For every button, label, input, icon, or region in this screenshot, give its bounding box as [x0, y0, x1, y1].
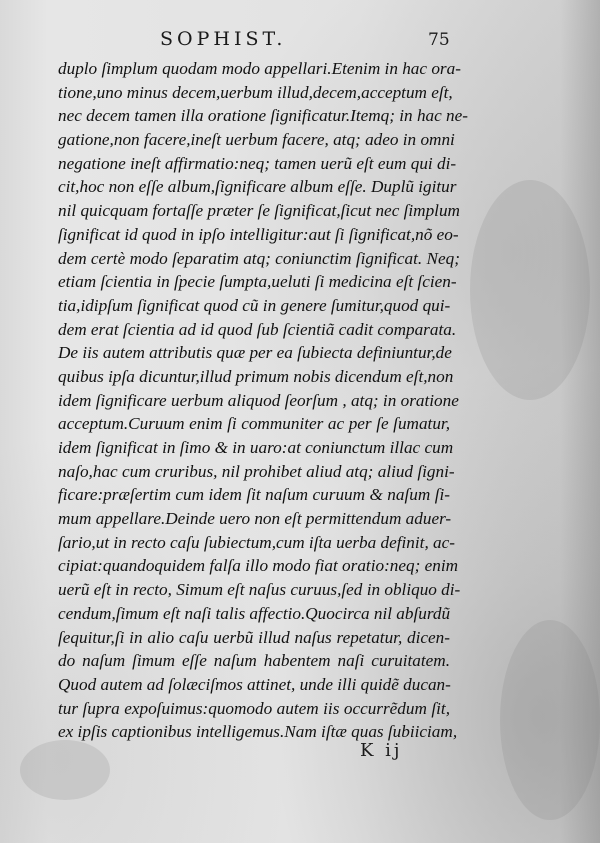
text-line: ex ipſis captionibus intelligemus.Nam iſtæ quas ſubiiciam,	[58, 722, 458, 742]
text-line: naſo,hac cum cruribus, nil prohibet aliud atq; aliud ſigni-	[58, 461, 455, 481]
text-line: idem ſignificare uerbum aliquod ſeorſum , atq; in oratione	[58, 390, 459, 410]
text-line: dem erat ſcientia ad id quod ſub ſcientiã cadit comparata.	[58, 319, 457, 339]
body-text	[58, 57, 469, 744]
signature-mark: K ij	[360, 740, 403, 761]
text-line: acceptum.Curuum enim ſi communiter ac per ſe ſumatur,	[58, 414, 450, 434]
text-line: negatione ineſt affirmatio:neq; tamen uerũ eſt eum qui di-	[58, 153, 457, 173]
text-line: cipiat:quandoquidem falſa illo modo fiat oratio:neq; enim	[58, 556, 459, 576]
text-line: ſequitur,ſi in alio caſu uerbũ illud naſus repetatur, dicen-	[58, 627, 450, 647]
text-line: etiam ſcientia in ſpecie ſumpta,ueluti ſi medicina eſt ſcien-	[58, 272, 457, 292]
text-line: tione,uno minus decem,uerbum illud,decem,acceptum eſt,	[58, 82, 453, 102]
text-line: uerũ eſt in recto, Simum eſt naſus curuus,ſed in obliquo di-	[58, 580, 461, 600]
text-line: Quod autem ad ſolæciſmos attinet, unde illi quidẽ ducan-	[58, 674, 451, 694]
text-line: ſignificat id quod in ipſo intelligitur:aut ſi ſignificat,nõ eo-	[58, 224, 459, 244]
text-line: nil quicquam fortaſſe præter ſe ſignificat,ſicut nec ſimplum	[58, 201, 460, 221]
paper-stain	[470, 180, 590, 400]
text-line: De iis autem attributis quæ per ea ſubiecta definiuntur,de	[58, 343, 452, 363]
text-line: cendum,ſimum eſt naſi talis affectio.Quocirca nil abſurdũ	[58, 603, 451, 623]
text-line: idem ſignificat in ſimo & in uaro:at coniunctum illac cum	[58, 438, 454, 457]
header-title: SOPHIST.	[160, 28, 287, 50]
text-line: tur ſupra expoſuimus:quomodo autem iis occurrẽdum ſit,	[58, 698, 450, 718]
text-line: dem certè modo ſeparatim atq; coniunctim ſignificat. Neq;	[58, 248, 460, 268]
text-line: cit,hoc non eſſe album,ſignificare album eſſe. Duplũ igitur	[58, 177, 457, 197]
text-line: nec decem tamen illa oratione ſignificatur.Itemq; in hac ne-	[58, 106, 469, 126]
text-line: gatione,non facere,ineſt uerbum facere, atq; adeo in omni	[58, 130, 455, 150]
page-number: 75	[428, 30, 450, 50]
text-line: ſario,ut in recto caſu ſubiectum,cum iſta uerba definit, ac-	[58, 532, 455, 552]
text-line: mum appellare.Deinde uero non eſt permittendum aduer-	[58, 509, 452, 529]
text-line: duplo ſimplum quodam modo appellari.Etenim in hac ora-	[58, 59, 461, 78]
running-head	[0, 28, 600, 52]
paper-stain	[500, 620, 600, 820]
text-line: ficare:præſertim cum idem ſit naſum curuum & naſum ſi-	[58, 485, 450, 505]
text-line: tia,idipſum ſignificat quod cũ in genere ſumitur,quod qui-	[58, 295, 451, 315]
text-line: do naſum ſimum eſſe naſum habentem naſi curuitatem.	[58, 651, 450, 671]
text-line: quibus ipſa dicuntur,illud primum nobis dicendum eſt,non	[58, 366, 454, 386]
paper-stain	[20, 740, 110, 800]
